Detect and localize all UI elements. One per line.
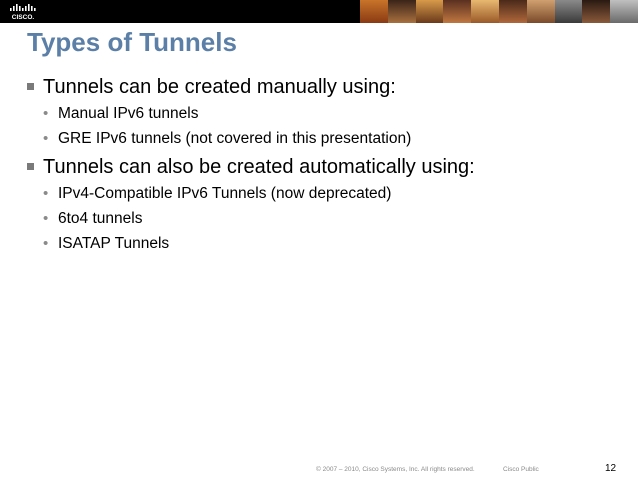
slide-title: Types of Tunnels [27,27,237,57]
bullet-item: GRE IPv6 tunnels (not covered in this presentation) [58,130,412,147]
dot-bullet-icon: • [43,105,49,122]
header-bar [0,0,638,23]
bullet-level2 [27,128,617,150]
bullet-level2 [27,183,617,205]
bullet-section-2 [27,154,617,255]
bullet-level2 [27,208,617,230]
bullet-level1 [27,74,617,100]
bullet-item: Manual IPv6 tunnels [58,105,199,122]
bullet-level2 [27,233,617,255]
dot-bullet-icon: • [43,235,49,252]
header-photo-strip [360,0,638,23]
dot-bullet-icon: • [43,185,49,202]
bullet-item: 6to4 tunnels [58,210,143,227]
bullet-level2 [27,103,617,125]
square-bullet-icon [27,83,34,90]
bullet-level1 [27,154,617,180]
bullet-heading: Tunnels can be created manually using: [43,76,396,98]
footer-copyright: © 2007 – 2010, Cisco Systems, Inc. All rights reserved. [316,466,475,473]
page-number: 12 [605,463,617,474]
cisco-logo [8,3,38,21]
dot-bullet-icon: • [43,130,49,147]
bullet-heading: Tunnels can also be created automatically using: [43,156,475,178]
footer-classification: Cisco Public [503,466,539,473]
square-bullet-icon [27,163,34,170]
bullet-item: ISATAP Tunnels [58,235,170,252]
slide-content [27,74,617,259]
logo-wordmark: CISCO. [11,14,35,21]
dot-bullet-icon: • [43,210,49,227]
bullet-section-1 [27,74,617,150]
bullet-item: IPv4-Compatible IPv6 Tunnels (now deprecated) [58,185,392,202]
